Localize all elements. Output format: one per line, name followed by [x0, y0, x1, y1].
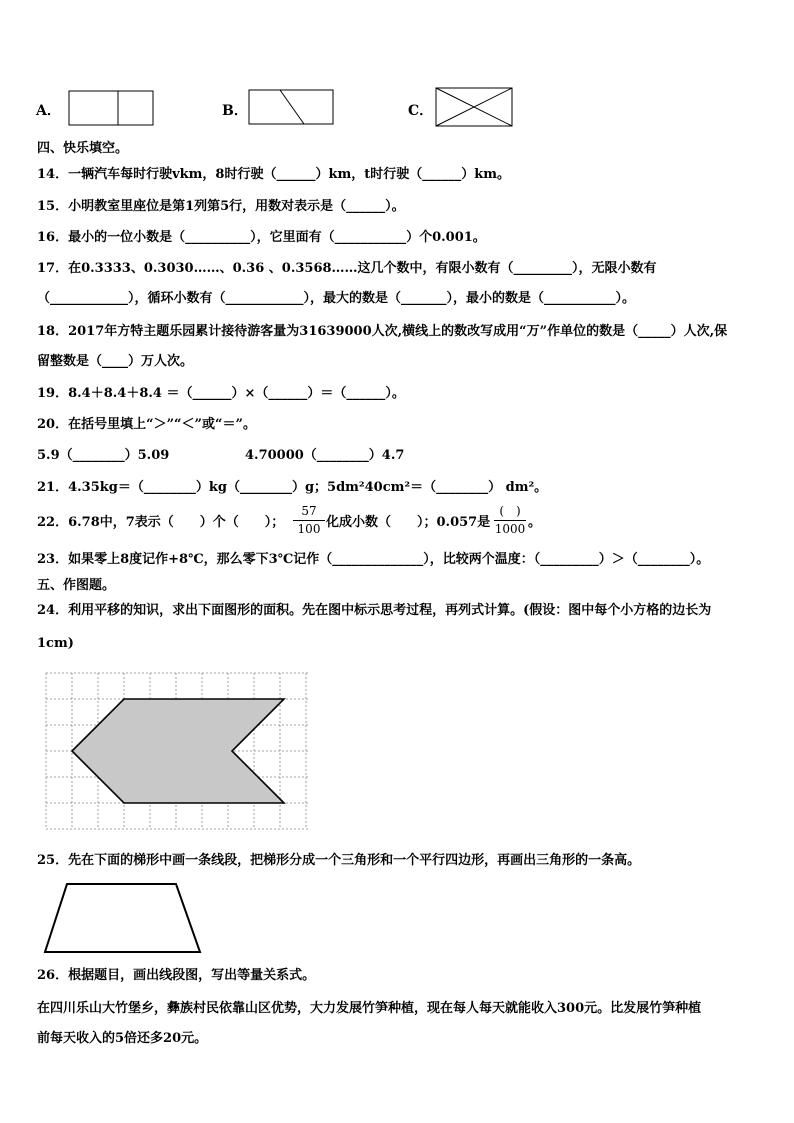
option-b-label: B． — [222, 103, 248, 119]
fraction-1-numerator: 57 — [301, 504, 317, 518]
option-c-figure — [435, 87, 513, 127]
question-17-line-1: 17．在0.3333、0.3030……、0.36 、0.3568……这几个数中，有限小数有（_________），无限小数有 — [37, 261, 657, 276]
question-26-line-1: 26．根据题目，画出线段图，写出等量关系式。 — [37, 968, 316, 983]
section-5-heading: 五、作图题。 — [37, 578, 116, 593]
fraction-2-numerator: ( ) — [499, 504, 521, 518]
option-b-figure — [248, 89, 334, 125]
shaded-shape — [72, 699, 284, 803]
question-19: 19．8.4＋8.4＋8.4 ＝（______）×（______）＝（______）。 — [37, 386, 405, 401]
question-16: 16．最小的一位小数是（__________），它里面有（___________）个0.001。 — [37, 230, 486, 245]
question-14: 14．一辆汽车每时行驶vkm，8时行驶（______）km，t时行驶（______）km。 — [37, 167, 510, 182]
question-18-line-1: 18．2017年方特主题乐园累计接待游客量为31639000人次,横线上的数改写成用“万”作单位的数是（_____）人次,保 — [37, 324, 728, 339]
fraction-1-denominator: 100 — [297, 522, 321, 536]
question-22-part-1: 22．6.78中，7表示（ ）个（ ）； — [37, 515, 285, 530]
question-22-fraction-2 — [492, 504, 528, 537]
option-a-figure — [68, 90, 154, 126]
question-21: 21．4.35kg＝（________）kg（________）g；5dm²40cm²＝（________） dm²。 — [37, 480, 548, 495]
question-20-line-1: 20．在括号里填上“＞”“＜”或“＝”。 — [37, 417, 256, 432]
question-23: 23．如果零上8度记作+8℃，那么零下3℃记作（______________），比较两个温度：（_________）＞（________）。 — [37, 552, 710, 567]
trapezoid-figure — [42, 880, 204, 956]
question-15: 15．小明教室里座位是第1列第5行，用数对表示是（______）。 — [37, 199, 405, 214]
fraction-2-denominator: 1000 — [494, 522, 526, 536]
question-26-line-3: 前每天收入的5倍还多20元。 — [37, 1031, 208, 1046]
question-24-line-1: 24．利用平移的知识，求出下面图形的面积。先在图中标示思考过程，再列式计算。(假设：图中每个小方格的边长为 — [37, 603, 712, 618]
question-20-compare-a: 5.9（________）5.09 — [37, 448, 170, 463]
question-25: 25．先在下面的梯形中画一条线段，把梯形分成一个三角形和一个平行四边形，再画出三角形的一条高。 — [37, 853, 641, 868]
question-26-line-2: 在四川乐山大竹堡乡，彝族村民依靠山区优势，大力发展竹笋种植，现在每人每天就能收入300元。比发展竹笋种植 — [37, 1001, 702, 1016]
question-24-line-2: 1cm) — [37, 636, 74, 651]
question-22-fraction-1 — [291, 504, 327, 537]
question-17-line-2: （____________），循环小数有（____________），最大的数是（_______），最小的数是（___________）。 — [37, 291, 636, 306]
question-22-part-2: 化成小数（ ）；0.057是 — [326, 515, 491, 530]
translation-grid-figure — [44, 671, 310, 833]
question-20-compare-b: 4.70000（________）4.7 — [245, 448, 405, 463]
section-4-heading: 四、快乐填空。 — [37, 141, 129, 156]
question-22-part-3: 。 — [528, 515, 542, 530]
option-a-label: A． — [36, 103, 61, 119]
option-c-label: C． — [408, 103, 434, 119]
question-18-line-2: 留整数是（____）万人次。 — [37, 354, 194, 369]
